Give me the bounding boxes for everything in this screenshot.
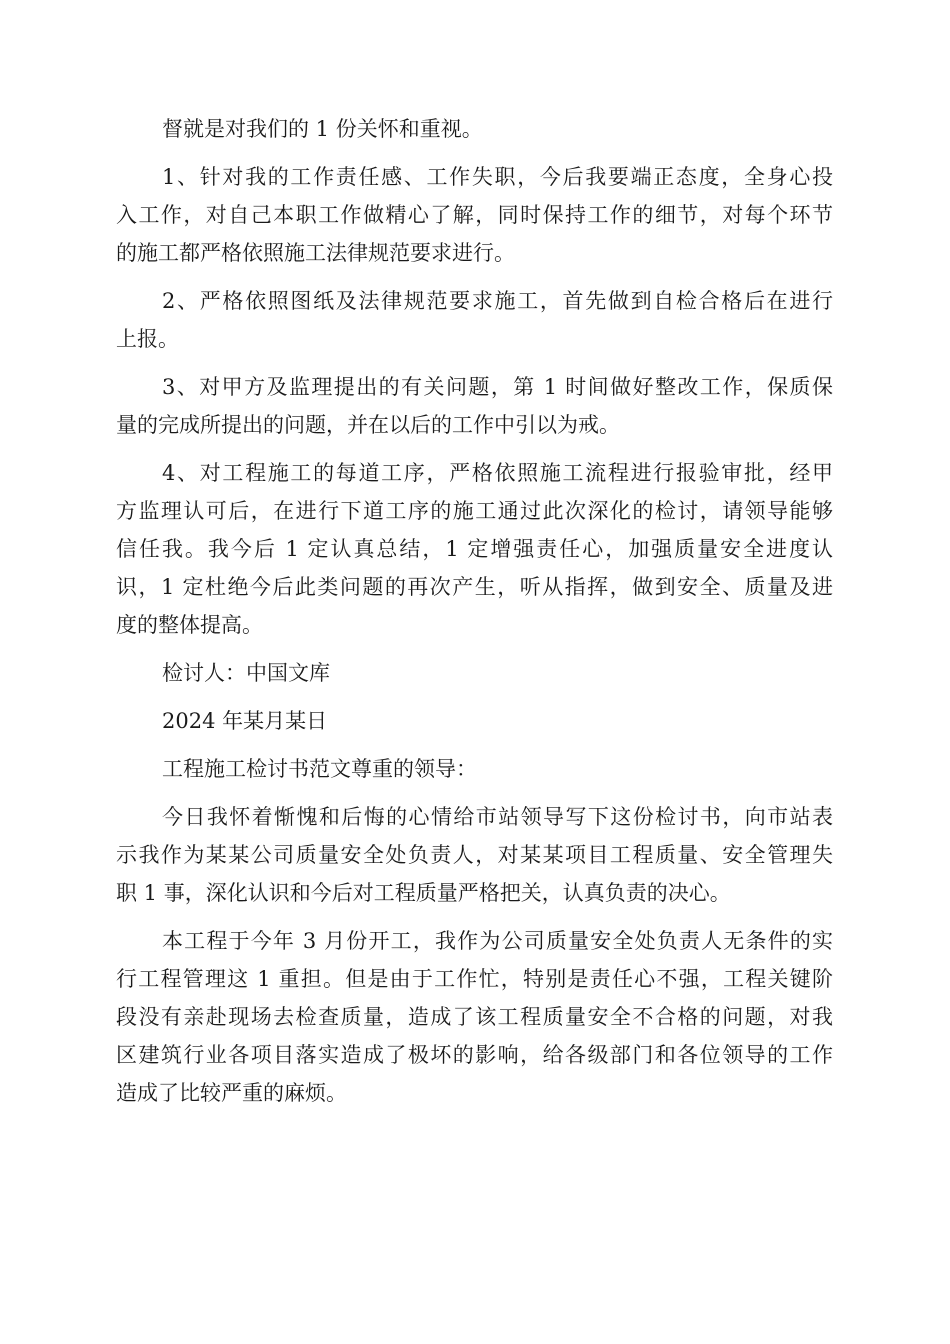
text-line: 2、严格依照图纸及法律规范要求施工，首先做到自检合格后在进行 [162,289,833,313]
text-line: 识，1 定杜绝今后此类问题的再次产生，听从指挥，做到安全、质量及进 [116,575,833,599]
signature-author [116,654,833,692]
text-line: 4、对工程施工的每道工序，严格依照施工流程进行报验审批，经甲 [162,461,833,485]
paragraph-item-4 [116,454,833,644]
text-line: 工程施工检讨书范文尊重的领导： [162,757,477,781]
text-line: 造成了比较严重的麻烦。 [116,1081,347,1105]
text-line: 今日我怀着惭愧和后悔的心情给市站领导写下这份检讨书，向市站表 [162,805,833,829]
text-line: 职 1 事，深化认识和今后对工程质量严格把关，认真负责的决心。 [116,881,731,905]
paragraph-item-3 [116,368,833,444]
text-line: 检讨人：中国文库 [162,661,330,685]
text-line: 方监理认可后，在进行下道工序的施工通过此次深化的检讨，请领导能够 [116,499,833,523]
text-line: 3、对甲方及监理提出的有关问题，第 1 时间做好整改工作，保质保 [162,375,833,399]
text-line: 段没有亲赴现场去检查质量，造成了该工程质量安全不合格的问题，对我 [116,1005,833,1029]
paragraph-supervision-care [116,110,833,148]
paragraph-apology [116,798,833,912]
text-line: 区建筑行业各项目落实造成了极坏的影响，给各级部门和各位领导的工作 [116,1043,833,1067]
text-line: 2024 年某月某日 [162,709,328,733]
text-line: 入工作，对自己本职工作做精心了解，同时保持工作的细节，对每个环节 [116,203,833,227]
text-line: 的施工都严格依照施工法律规范要求进行。 [116,241,515,265]
paragraph-project-background [116,922,833,1112]
text-line: 行工程管理这 1 重担。但是由于工作忙，特别是责任心不强，工程关键阶 [116,967,833,991]
text-line: 上报。 [116,327,179,351]
text-line: 信任我。我今后 1 定认真总结，1 定增强责任心，加强质量安全进度认 [116,537,833,561]
signature-date [116,702,833,740]
section-heading [116,750,833,788]
text-line: 督就是对我们的 1 份关怀和重视。 [162,117,483,141]
text-line: 度的整体提高。 [116,613,263,637]
text-line: 1、针对我的工作责任感、工作失职，今后我要端正态度，全身心投 [162,165,833,189]
text-line: 示我作为某某公司质量安全处负责人，对某某项目工程质量、安全管理失 [116,843,833,867]
text-line: 量的完成所提出的问题，并在以后的工作中引以为戒。 [116,413,620,437]
text-line: 本工程于今年 3 月份开工，我作为公司质量安全处负责人无条件的实 [162,929,833,953]
paragraph-item-2 [116,282,833,358]
paragraph-item-1 [116,158,833,272]
document-body [116,110,833,1122]
